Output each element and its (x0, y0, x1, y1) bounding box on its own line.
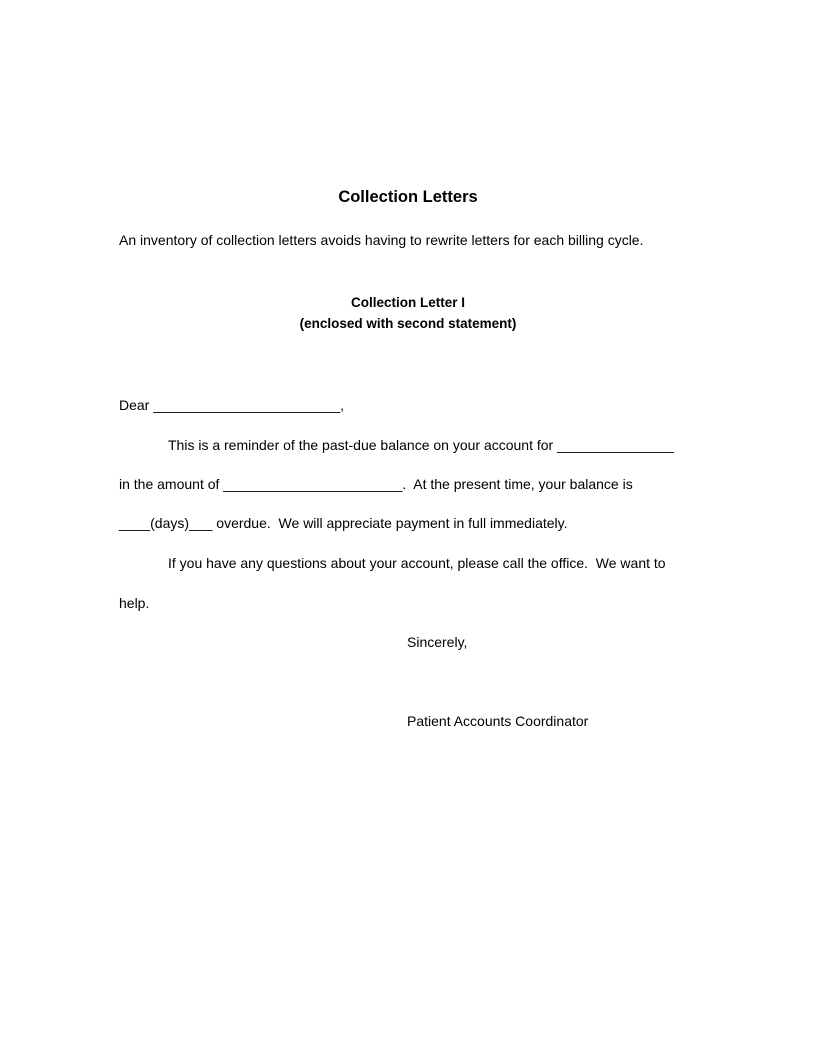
letter-heading: Collection Letter I (350, 295, 465, 310)
salutation: Dear ________________________, (119, 397, 344, 413)
intro-paragraph: An inventory of collection letters avoids having to rewrite letters for each billing cycle. (119, 232, 644, 248)
document-title: Collection Letters (338, 188, 478, 206)
body-line-2: in the amount of _______________________. At the present time, your balance is (119, 476, 633, 492)
letter-subheading: (enclosed with second statement) (299, 316, 517, 331)
body-line-4: If you have any questions about your account, please call the office. We want to (168, 555, 666, 571)
body-line-5: help. (119, 595, 150, 611)
body-line-3: ____(days)___ overdue. We will appreciate payment in full immediately. (119, 515, 568, 531)
closing: Sincerely, (407, 634, 468, 650)
signature-title: Patient Accounts Coordinator (407, 713, 589, 729)
body-line-1: This is a reminder of the past-due balance on your account for _______________ (168, 437, 674, 453)
